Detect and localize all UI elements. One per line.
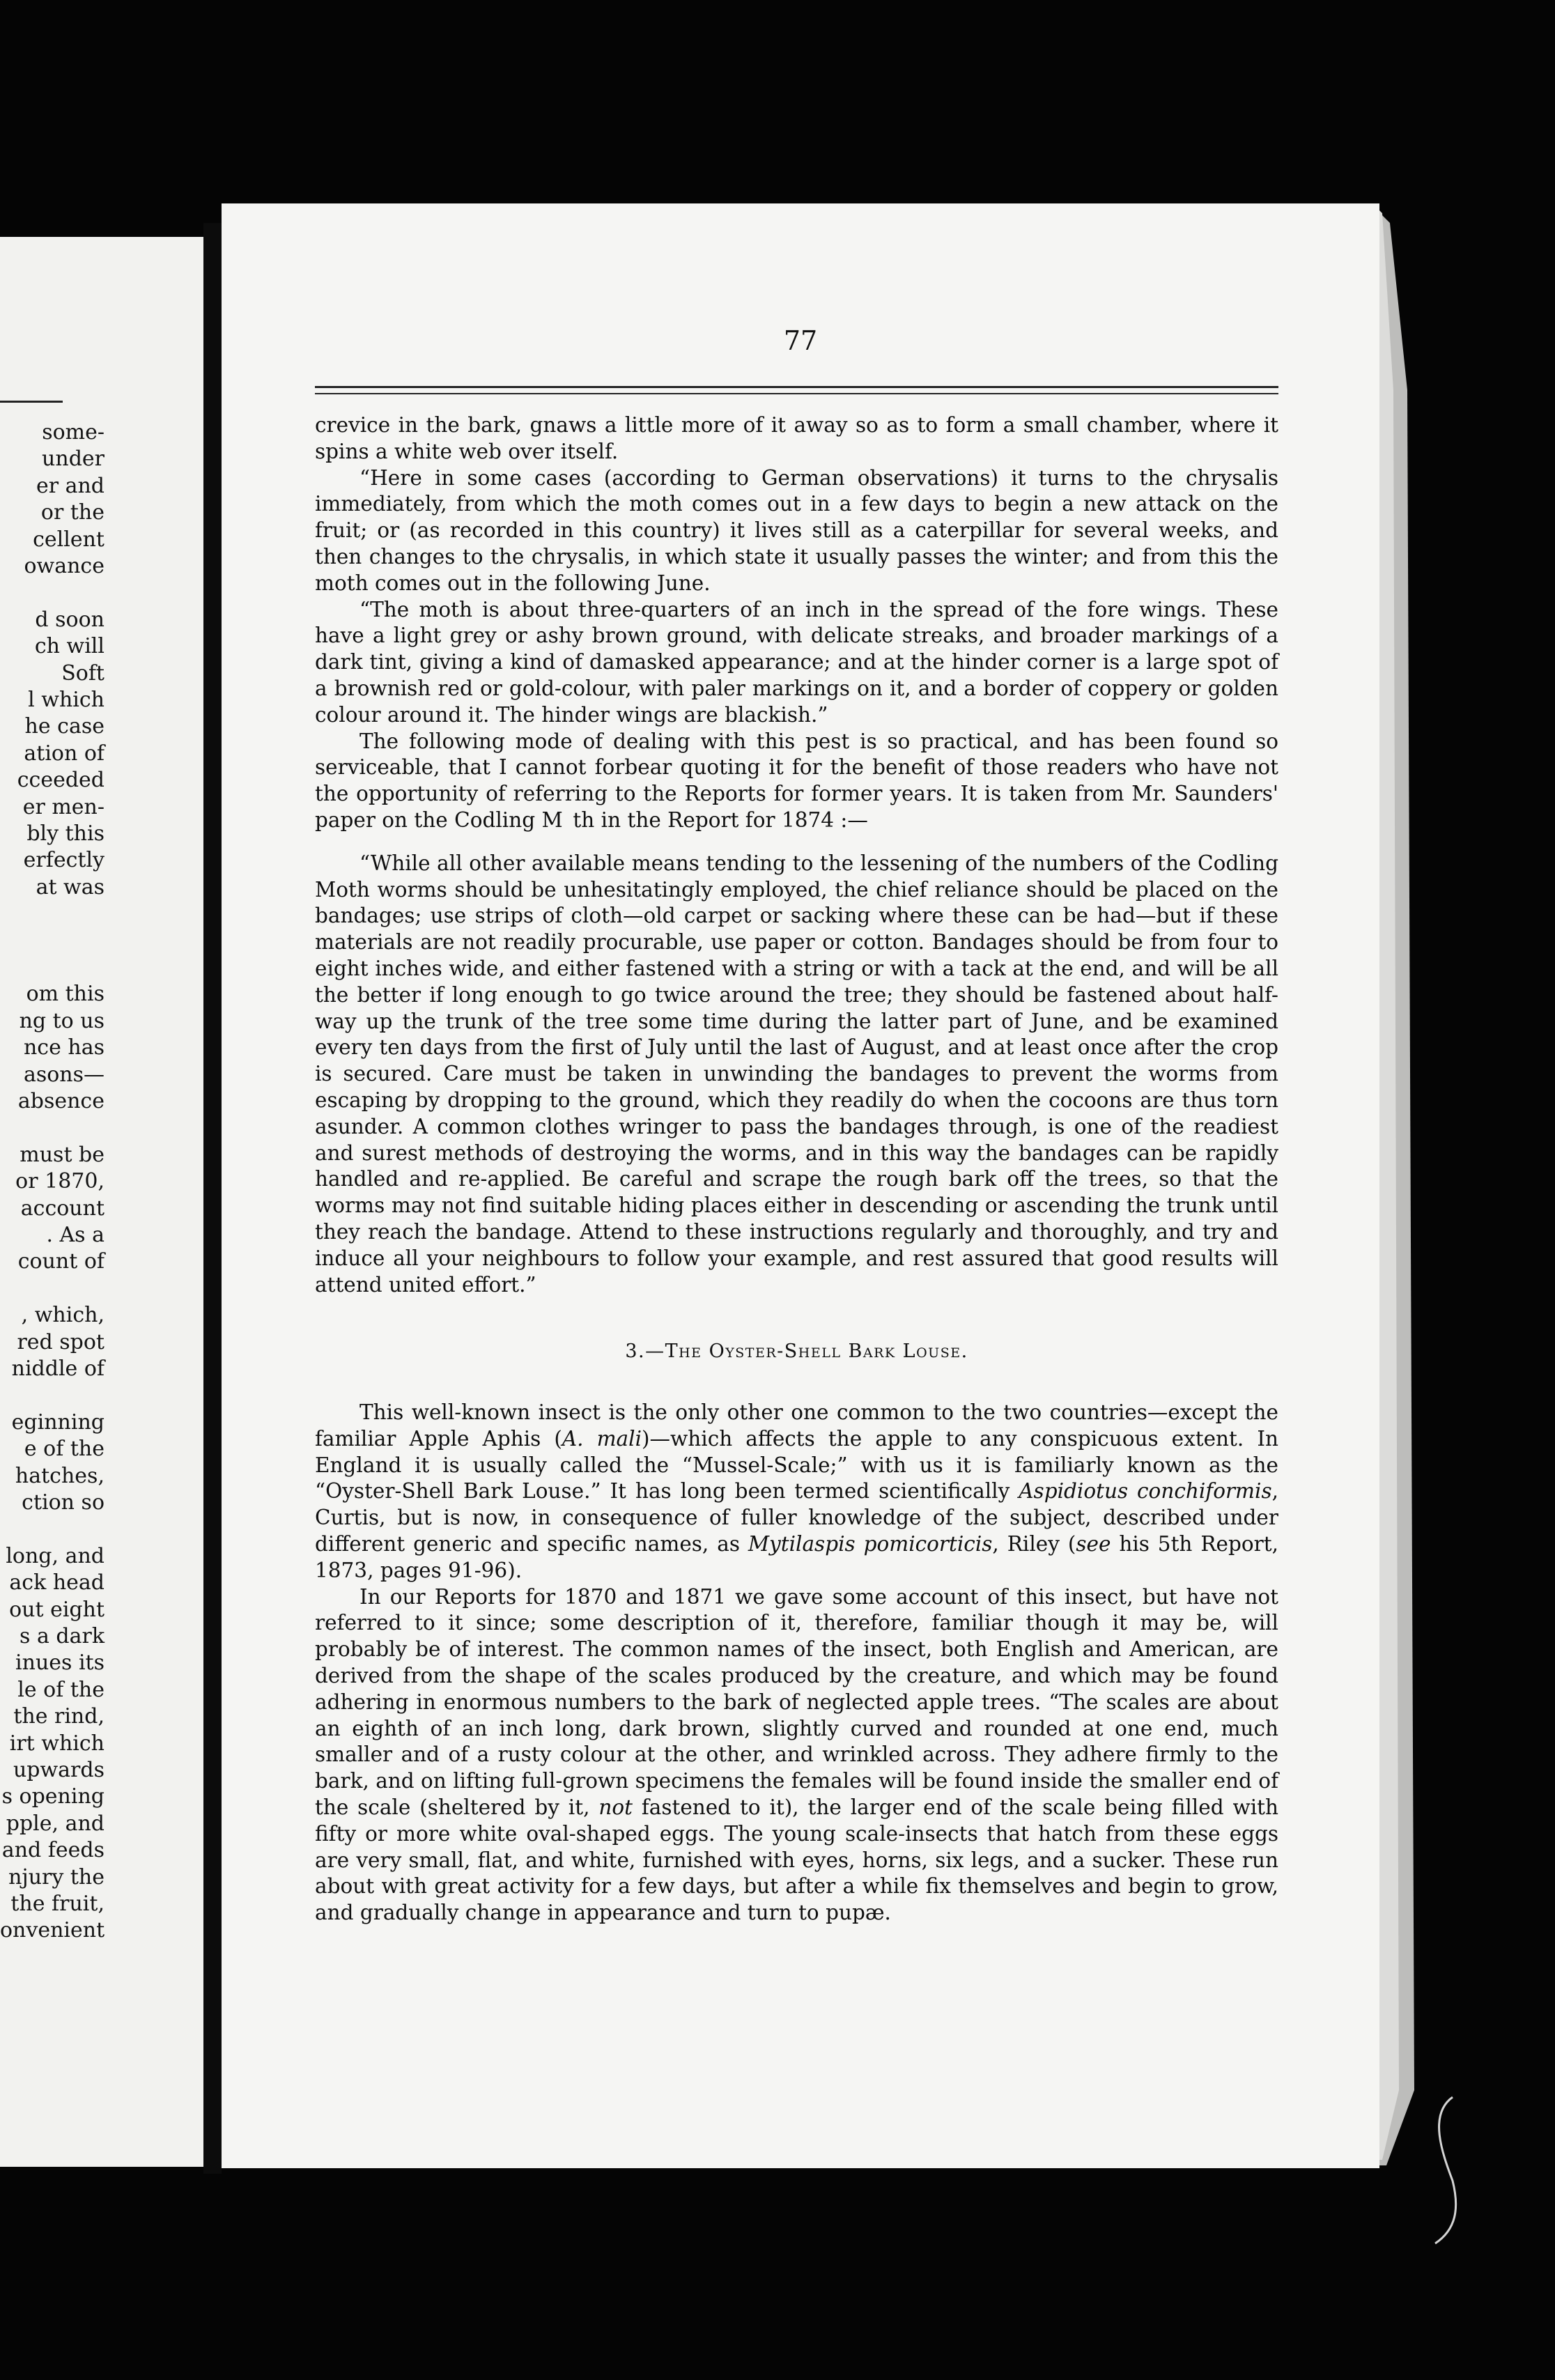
header-rule-secondary: [315, 393, 1278, 394]
paragraph-mode-of-dealing: The following mode of dealing with this pest is so practical, and has been found so serviceable, that I cannot forbear quoting it for the benefit of those readers who have not the opportunity of referring to the Reports for former years. It is taken from Mr. Saunders' paper on the Codling M th in the Report for 1874 :—: [315, 729, 1278, 832]
left-page-line: ack head: [9, 1570, 105, 1595]
left-page-line: upwards: [13, 1758, 105, 1782]
left-page-line: ation of: [24, 741, 105, 766]
header-rule: [315, 386, 1278, 388]
page-number: 77: [783, 325, 818, 356]
left-page-line: l which: [28, 688, 105, 712]
left-page-line: s opening: [1, 1784, 105, 1809]
paragraph-bandages-quote: “While all other available means tending to the lessening of the numbers of the Codling Moth worms should be unhesitatingly employed, the chief reliance should be placed on the bandages; use strips of cloth—old carpet or sacking where these can be had—but if these materials are not readily procurable, use paper or cotton. Bandages should be from four to eight inches wide, and either fastened with a string or with a tack at the end, and will be all the better if long enough to go twice around the tree; they should be fastened about half-way up the trunk of the tree some time during the latter part of June, and be examined every ten days from the first of July until the last of August, and at least once after the crop is secured. Care must be taken in unwinding the bandages to prevent the worms from escaping by dropping to the ground, which they readily do when the cocoons are thus torn asunder. A common clothes wringer to pass the bandages through, is one of the readiest and surest methods of destroying the worms, and in this way the bandages can be rapidly handled and re-applied. Be careful and scrape the rough bark off the trees, so that the worms may not find suitable hiding places either in descending or ascending the trunk until they reach the bandage. Attend to these instructions regularly and thoroughly, and try and induce all your neighbours to follow your example, and rest assured that good results will attend united effort.”: [315, 851, 1278, 1297]
left-page-line: d soon: [35, 607, 105, 632]
left-page-line: at was: [36, 874, 105, 899]
left-page-line: cellent: [33, 527, 105, 552]
text-run: In our Reports for 1870 and 1871 we gave some account of this insect, but have not referred to it since; some description of it, therefore, familiar though it may be, will probably be of interest. The common names of the insect, both English and American, are derived from the shape of the scales produced by the creature, and which may be found adhering in enormous numbers to the bark of neglected apple trees. “The scales are about an eighth of an inch long, dark brown, slightly curved and rounded at one end, much smaller and of a rusty colour at the other, and wrinkled across. They adhere firmly to the bark, and on lifting full-grown specimens the females will be found inside the smaller end of the scale (sheltered by it,: [315, 1584, 1278, 1820]
left-page-line: erfectly: [23, 848, 105, 873]
left-page-line: or 1870,: [15, 1169, 105, 1194]
left-page-line: nce has: [23, 1035, 105, 1060]
left-page-line: hatches,: [15, 1463, 105, 1488]
paragraph-chrysalis: “Here in some cases (according to German observations) it turns to the chrysalis immediately, from which the moth comes out in a few days to begin a new attack on the fruit; or (as recorded in this country) it lives still as a caterpillar for several weeks, and then changes to the chrysalis, in which state it usually passes the winter; and from this the moth comes out in the following June.: [315, 465, 1278, 595]
left-page-line: account: [20, 1196, 105, 1221]
italic-species-name: Mytilaspis pomicorticis: [748, 1532, 993, 1556]
left-page-line: long, and: [6, 1543, 105, 1568]
left-page-line: Soft: [61, 660, 105, 686]
left-page-line: eginning: [11, 1409, 105, 1435]
section-number: 3.—: [625, 1340, 665, 1363]
left-page-line: er men-: [22, 794, 105, 819]
section-title: The Oyster-Shell Bark Louse.: [665, 1340, 968, 1363]
page-body: [315, 412, 1278, 1926]
text-run: his 5th Report, 1873, pages 91-96).: [315, 1532, 1278, 1582]
left-page-rule: [0, 401, 63, 403]
left-page-line: , which,: [21, 1303, 105, 1328]
left-page-line: asons—: [23, 1062, 105, 1087]
left-page-line: absence: [17, 1089, 105, 1113]
paragraph-moth-description: “The moth is about three-quarters of an inch in the spread of the fore wings. These have a light grey or ashy brown ground, with delicate streaks, and broader markings of a dark tint, giving a kind of damasked appearance; and at the hinder corner is a large spot of a brownish red or gold-colour, with paler markings on it, and a border of coppery or golden colour around it. The hinder wings are blackish.”: [315, 597, 1278, 727]
left-page-line: he case: [24, 714, 105, 739]
text-run: , Curtis, but is now, in consequence of fuller knowledge of the subject, described under different generic and specific names, as: [315, 1479, 1278, 1556]
left-page-line: or the: [40, 500, 105, 525]
left-page-line: under: [42, 447, 105, 472]
paragraph-continued: crevice in the bark, gnaws a little more of it away so as to form a small chamber, where it spins a white web over itself.: [315, 413, 1278, 463]
left-page-line: pple, and: [6, 1811, 105, 1836]
left-page-line: count of: [17, 1249, 105, 1274]
left-page-line: some-: [42, 420, 105, 445]
left-page-line: s a dark: [20, 1624, 105, 1648]
left-page-line: njury the: [8, 1864, 105, 1890]
left-page-line: out eight: [9, 1597, 105, 1622]
left-page-line: ction so: [22, 1490, 105, 1515]
italic-word: see: [1076, 1532, 1111, 1556]
italic-word: not: [598, 1795, 633, 1820]
section-heading: [315, 1338, 1278, 1365]
left-page-line: om this: [26, 982, 105, 1007]
text-run: , Riley (: [992, 1532, 1076, 1556]
left-page-line: irt which: [9, 1731, 105, 1756]
left-page-line: owance: [24, 554, 105, 578]
italic-species-name: A. mali: [562, 1426, 642, 1451]
left-page-line: bly this: [26, 821, 105, 846]
left-page-line: e of the: [24, 1437, 105, 1462]
text-run: fastened to it), the larger end of the scale being filled with fifty or more white oval-shaped eggs. The young scale-insects that hatch from these eggs are very small, flat, and white, furnished with eyes, horns, six legs, and a sucker. These run about with great activity for a few days, but after a while fix themselves and begin to grow, and gradually change in appearance and turn to pupæ.: [315, 1795, 1278, 1925]
left-page-line: inues its: [15, 1651, 105, 1676]
left-page-line: ch will: [34, 634, 105, 659]
left-page-line: niddle of: [11, 1357, 105, 1381]
paragraph-oyster-shell-intro: [315, 1400, 1278, 1584]
page-77: [222, 203, 1379, 2168]
left-page-line: . As a: [46, 1223, 105, 1247]
left-page-line: the rind,: [13, 1704, 105, 1729]
italic-species-name: Aspidiotus conchiformis: [1019, 1479, 1272, 1504]
left-page-line: red spot: [17, 1329, 105, 1354]
text-run: This well-known insect is the only other one common to the two countries—except the familiar Apple Aphis (: [315, 1400, 1278, 1451]
paragraph-scales-description: [315, 1584, 1278, 1926]
previous-page-fragment: [0, 237, 203, 2167]
left-page-line: cceeded: [17, 768, 105, 793]
left-page-line: er and: [36, 473, 105, 498]
left-page-line: ng to us: [19, 1008, 105, 1033]
text-run: )—which affects the apple to any conspicuous extent. In England it is usually called the “Mussel-Scale;” with us it is familiarly known as the “Oyster-Shell Bark Louse.” It has long been termed scientifically: [315, 1426, 1278, 1504]
left-page-line: the fruit,: [10, 1892, 105, 1916]
left-page-line: and feeds: [1, 1838, 105, 1863]
left-page-line: onvenient: [0, 1918, 105, 1943]
left-page-line: le of the: [17, 1677, 105, 1702]
left-page-line: must be: [20, 1142, 105, 1167]
